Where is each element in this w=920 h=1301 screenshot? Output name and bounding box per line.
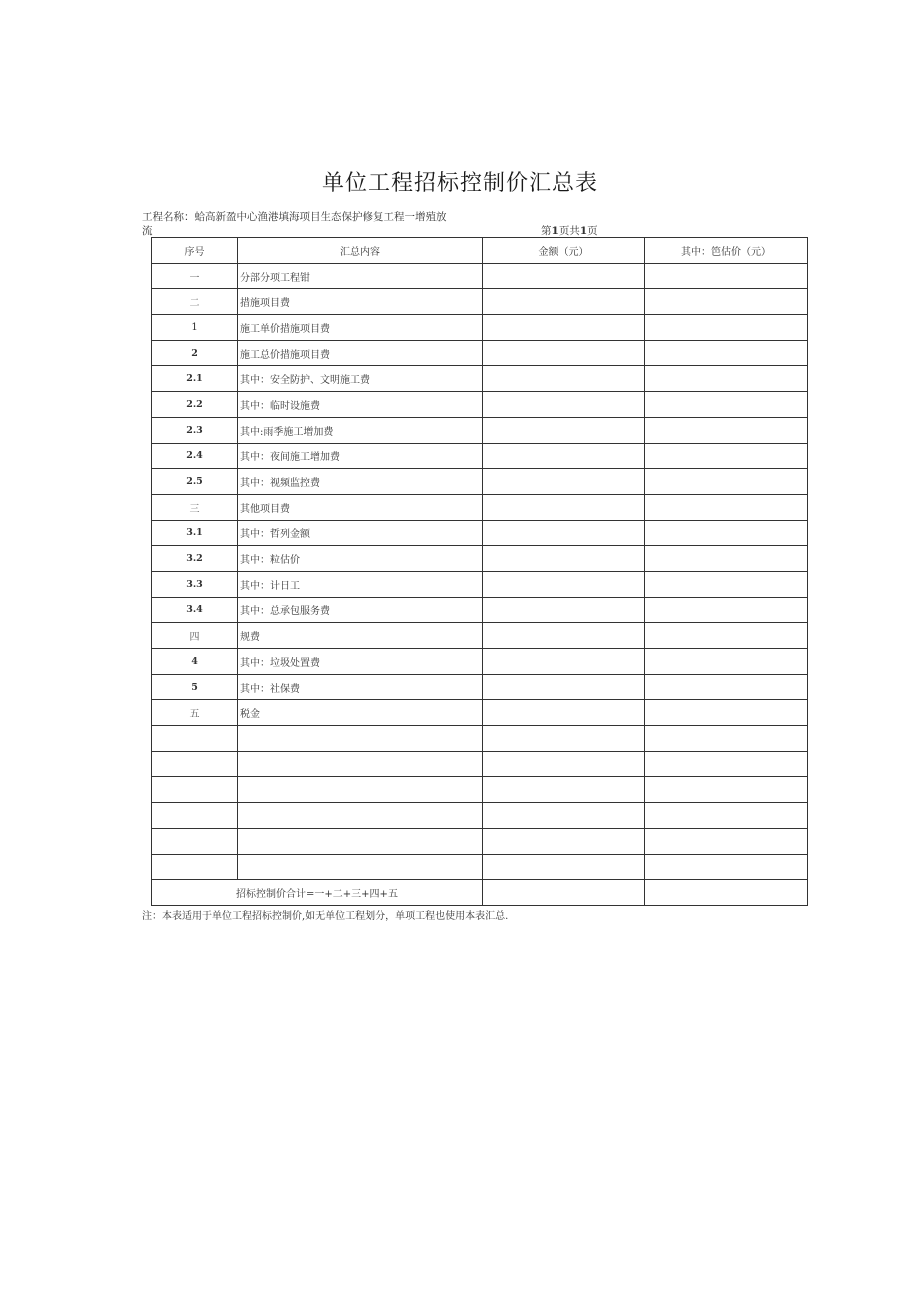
- row-amount: [483, 315, 645, 341]
- header-seq: 序号: [152, 238, 238, 264]
- row-seq: 2.5: [152, 469, 238, 495]
- project-name-label-continued: 流: [142, 225, 153, 237]
- row-provisional: [645, 392, 808, 418]
- page-suffix: 页: [587, 225, 598, 237]
- row-provisional: [645, 854, 808, 880]
- table-row: [152, 289, 808, 315]
- summary-table: [151, 237, 808, 906]
- table-row: [152, 263, 808, 289]
- row-content: [238, 854, 483, 880]
- table-row: [152, 366, 808, 392]
- table-row: [152, 674, 808, 700]
- row-seq: 三: [152, 494, 238, 520]
- row-seq: 2.1: [152, 366, 238, 392]
- row-amount: [483, 649, 645, 675]
- row-provisional: [645, 777, 808, 803]
- row-content: 其中：计日工: [238, 571, 483, 597]
- total-row: [152, 880, 808, 906]
- row-provisional: [645, 469, 808, 495]
- row-provisional: [645, 263, 808, 289]
- table-row: [152, 854, 808, 880]
- row-amount: [483, 520, 645, 546]
- row-seq: [152, 777, 238, 803]
- row-seq: 4: [152, 649, 238, 675]
- row-amount: [483, 700, 645, 726]
- row-content: 其他项目费: [238, 494, 483, 520]
- row-seq: [152, 726, 238, 752]
- row-content: 其中：安全防护、文明施工费: [238, 366, 483, 392]
- row-content: 施工单价措施项目费: [238, 315, 483, 341]
- row-seq: 二: [152, 289, 238, 315]
- row-seq: 四: [152, 623, 238, 649]
- total-amount: [483, 880, 645, 906]
- row-content: 其中：粒估价: [238, 546, 483, 572]
- table-row: [152, 392, 808, 418]
- row-seq: 3.3: [152, 571, 238, 597]
- table-row: [152, 597, 808, 623]
- table-row: [152, 443, 808, 469]
- row-content: 其中：总承包服务费: [238, 597, 483, 623]
- row-content: [238, 751, 483, 777]
- row-amount: [483, 854, 645, 880]
- row-provisional: [645, 340, 808, 366]
- row-content: 规费: [238, 623, 483, 649]
- table-note: 注：本表适用于单位工程招标控制价,如无单位工程划分，单项工程也使用本表汇总.: [142, 911, 509, 922]
- row-content: 其中：社保费: [238, 674, 483, 700]
- table-row: [152, 546, 808, 572]
- row-provisional: [645, 289, 808, 315]
- total-provisional: [645, 880, 808, 906]
- row-content: 其中：夜间施工增加费: [238, 443, 483, 469]
- page-mid: 页共: [558, 225, 580, 237]
- table-row: [152, 520, 808, 546]
- row-provisional: [645, 494, 808, 520]
- row-amount: [483, 469, 645, 495]
- row-amount: [483, 623, 645, 649]
- table-row: [152, 803, 808, 829]
- row-seq: 1: [152, 315, 238, 341]
- row-provisional: [645, 520, 808, 546]
- row-provisional: [645, 597, 808, 623]
- row-content: 其中：临时设施费: [238, 392, 483, 418]
- table-row: [152, 726, 808, 752]
- page-title: 单位工程招标控制价汇总表: [321, 171, 598, 196]
- table-row: [152, 315, 808, 341]
- row-provisional: [645, 751, 808, 777]
- table-row: [152, 777, 808, 803]
- row-amount: [483, 777, 645, 803]
- row-amount: [483, 726, 645, 752]
- row-amount: [483, 443, 645, 469]
- row-provisional: [645, 700, 808, 726]
- row-amount: [483, 674, 645, 700]
- row-amount: [483, 366, 645, 392]
- row-seq: 3.4: [152, 597, 238, 623]
- header-amount: 金额（元）: [483, 238, 645, 264]
- row-content: [238, 803, 483, 829]
- row-seq: 3.2: [152, 546, 238, 572]
- row-amount: [483, 494, 645, 520]
- row-content: 其中：垃圾处置费: [238, 649, 483, 675]
- header-content: 汇总内容: [238, 238, 483, 264]
- row-content: 施工总价措施项目费: [238, 340, 483, 366]
- row-amount: [483, 392, 645, 418]
- header-provisional: 其中：笆估价（元）: [645, 238, 808, 264]
- page-current: 1: [551, 225, 559, 237]
- table-row: [152, 623, 808, 649]
- row-amount: [483, 289, 645, 315]
- row-content: 其中：哲列金额: [238, 520, 483, 546]
- row-provisional: [645, 571, 808, 597]
- row-amount: [483, 751, 645, 777]
- row-seq: 2.2: [152, 392, 238, 418]
- row-provisional: [645, 315, 808, 341]
- table-row: [152, 340, 808, 366]
- page-total: 1: [579, 225, 588, 237]
- table-row: [152, 469, 808, 495]
- row-seq: 2: [152, 340, 238, 366]
- row-seq: 3.1: [152, 520, 238, 546]
- row-provisional: [645, 443, 808, 469]
- row-seq: 5: [152, 674, 238, 700]
- table-row: [152, 417, 808, 443]
- row-amount: [483, 597, 645, 623]
- table-row: [152, 571, 808, 597]
- row-amount: [483, 803, 645, 829]
- project-name-label: 工程名称：蛤高新盈中心渔港填海项目生态保护修复工程一增殖放: [142, 211, 447, 223]
- row-seq: [152, 854, 238, 880]
- row-provisional: [645, 803, 808, 829]
- table-row: [152, 649, 808, 675]
- row-seq: 一: [152, 263, 238, 289]
- row-content: [238, 828, 483, 854]
- row-amount: [483, 546, 645, 572]
- page-prefix: 第: [541, 225, 552, 237]
- row-provisional: [645, 674, 808, 700]
- row-content: [238, 726, 483, 752]
- row-amount: [483, 263, 645, 289]
- row-content: 措施项目费: [238, 289, 483, 315]
- table-header-row: [152, 238, 808, 264]
- row-amount: [483, 828, 645, 854]
- row-content: 税金: [238, 700, 483, 726]
- row-content: 其中：视频监控费: [238, 469, 483, 495]
- row-seq: 五: [152, 700, 238, 726]
- row-provisional: [645, 828, 808, 854]
- row-amount: [483, 340, 645, 366]
- table-row: [152, 494, 808, 520]
- row-provisional: [645, 417, 808, 443]
- row-content: 其中:雨季施工增加费: [238, 417, 483, 443]
- table-row: [152, 828, 808, 854]
- row-provisional: [645, 726, 808, 752]
- row-amount: [483, 571, 645, 597]
- table-row: [152, 751, 808, 777]
- row-content: [238, 777, 483, 803]
- row-content: 分部分项工程钳: [238, 263, 483, 289]
- page-number: [541, 223, 598, 238]
- row-seq: [152, 803, 238, 829]
- row-provisional: [645, 366, 808, 392]
- row-seq: 2.3: [152, 417, 238, 443]
- row-seq: [152, 828, 238, 854]
- row-provisional: [645, 546, 808, 572]
- row-amount: [483, 417, 645, 443]
- total-label: 招标控制价合计=一+二+三+四+五: [152, 880, 483, 906]
- row-provisional: [645, 649, 808, 675]
- row-seq: 2.4: [152, 443, 238, 469]
- row-provisional: [645, 623, 808, 649]
- row-seq: [152, 751, 238, 777]
- table-row: [152, 700, 808, 726]
